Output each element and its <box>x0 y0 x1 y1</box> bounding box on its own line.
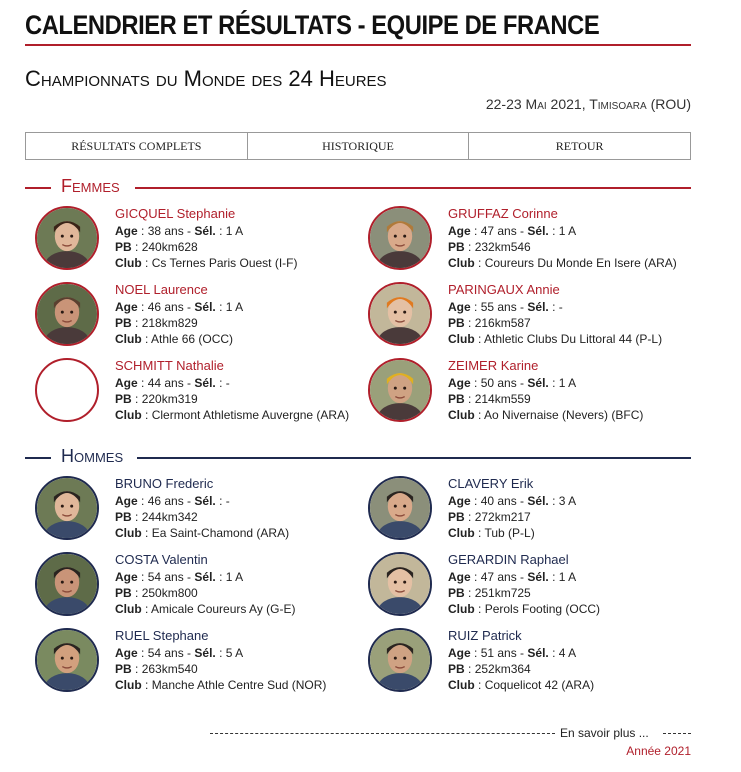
athlete-selections: 4 A <box>558 646 577 660</box>
athlete-pb: 214km559 <box>474 392 531 406</box>
athlete-club-line: Club : Ea Saint-Chamond (ARA) <box>115 526 290 540</box>
event-title: Championnats du Monde des 24 Heures <box>25 66 387 91</box>
athlete-photo[interactable] <box>35 476 99 540</box>
athlete-selections: 1 A <box>558 376 577 390</box>
athlete-age-line: Age : 50 ans - Sél. : 1 A <box>448 376 577 390</box>
athlete-name[interactable]: CLAVERY Erik <box>448 476 534 491</box>
athlete-club-line: Club : Ao Nivernaise (Nevers) (BFC) <box>448 408 644 422</box>
athlete-pb: 216km587 <box>474 316 531 330</box>
athlete-photo[interactable] <box>368 358 432 422</box>
athlete-club: Amicale Coureurs Ay (G-E) <box>151 602 296 616</box>
athlete-pb-line: PB : 250km800 <box>115 586 198 600</box>
athlete-age: 55 ans <box>480 300 517 314</box>
athlete-pb-line: PB : 218km829 <box>115 316 198 330</box>
athlete-name[interactable]: COSTA Valentin <box>115 552 208 567</box>
athlete-club-line: Club : Perols Footing (OCC) <box>448 602 601 616</box>
athlete-photo[interactable] <box>35 282 99 346</box>
athlete-pb: 220km319 <box>141 392 198 406</box>
athlete-club: Manche Athle Centre Sud (NOR) <box>151 678 327 692</box>
nav-bar <box>25 132 691 160</box>
athlete-card <box>358 206 688 274</box>
athlete-age-line: Age : 54 ans - Sél. : 5 A <box>115 646 244 660</box>
athlete-name[interactable]: SCHMITT Nathalie <box>115 358 224 373</box>
athlete-card <box>25 628 355 696</box>
athlete-pb: 218km829 <box>141 316 198 330</box>
athlete-club-line: Club : Clermont Athletisme Auvergne (ARA) <box>115 408 350 422</box>
athlete-age-line: Age : 46 ans - Sél. : - <box>115 494 230 508</box>
athlete-card <box>25 476 355 544</box>
athlete-pb: 272km217 <box>474 510 531 524</box>
athlete-name[interactable]: RUIZ Patrick <box>448 628 522 643</box>
athlete-age: 40 ans <box>480 494 517 508</box>
athlete-age: 38 ans <box>147 224 184 238</box>
athlete-card <box>25 206 355 274</box>
athlete-age: 51 ans <box>480 646 517 660</box>
section-men-label: Hommes <box>61 446 124 466</box>
athlete-selections: - <box>225 494 230 508</box>
athlete-selections: 5 A <box>225 646 244 660</box>
athlete-pb-line: PB : 244km342 <box>115 510 198 524</box>
athlete-club-line: Club : Manche Athle Centre Sud (NOR) <box>115 678 327 692</box>
athlete-club-line: Club : Amicale Coureurs Ay (G-E) <box>115 602 296 616</box>
athlete-club-line: Club : Cs Ternes Paris Ouest (I-F) <box>115 256 298 270</box>
athlete-age-line: Age : 46 ans - Sél. : 1 A <box>115 300 244 314</box>
athlete-age-line: Age : 47 ans - Sél. : 1 A <box>448 570 577 584</box>
athlete-club: Clermont Athletisme Auvergne (ARA) <box>151 408 350 422</box>
athlete-photo[interactable] <box>35 552 99 616</box>
athlete-name[interactable]: GICQUEL Stephanie <box>115 206 236 221</box>
athlete-club: Athle 66 (OCC) <box>151 332 234 346</box>
athlete-pb-line: PB : 214km559 <box>448 392 531 406</box>
athlete-photo[interactable] <box>368 628 432 692</box>
athlete-pb-line: PB : 263km540 <box>115 662 198 676</box>
athlete-photo[interactable] <box>368 552 432 616</box>
athlete-card <box>25 282 355 350</box>
athlete-name[interactable]: RUEL Stephane <box>115 628 209 643</box>
athlete-selections: - <box>225 376 230 390</box>
athlete-pb: 251km725 <box>474 586 531 600</box>
athlete-club: Athletic Clubs Du Littoral 44 (P-L) <box>484 332 663 346</box>
athlete-age-line: Age : 54 ans - Sél. : 1 A <box>115 570 244 584</box>
results-button[interactable]: RÉSULTATS COMPLETS <box>26 133 248 159</box>
athlete-pb: 250km800 <box>141 586 198 600</box>
athlete-name[interactable]: BRUNO Frederic <box>115 476 214 491</box>
athlete-pb-line: PB : 232km546 <box>448 240 531 254</box>
athlete-club: Cs Ternes Paris Ouest (I-F) <box>151 256 298 270</box>
athlete-card <box>358 552 688 620</box>
athlete-age: 46 ans <box>147 494 184 508</box>
section-women-header <box>25 176 691 198</box>
athlete-card <box>358 358 688 426</box>
athlete-selections: 1 A <box>558 570 577 584</box>
athlete-club: Tub (P-L) <box>484 526 535 540</box>
section-women-label: Femmes <box>61 176 120 196</box>
athlete-name[interactable]: NOEL Laurence <box>115 282 208 297</box>
athlete-pb-line: PB : 216km587 <box>448 316 531 330</box>
athlete-age-line: Age : 44 ans - Sél. : - <box>115 376 230 390</box>
athlete-age: 47 ans <box>480 570 517 584</box>
athlete-pb: 232km546 <box>474 240 531 254</box>
athlete-club-line: Club : Coquelicot 42 (ARA) <box>448 678 595 692</box>
athlete-club-line: Club : Athle 66 (OCC) <box>115 332 234 346</box>
athlete-card <box>25 552 355 620</box>
athlete-pb: 263km540 <box>141 662 198 676</box>
athlete-club: Ao Nivernaise (Nevers) (BFC) <box>484 408 644 422</box>
athlete-age: 44 ans <box>147 376 184 390</box>
page-title: CALENDRIER ET RÉSULTATS - EQUIPE DE FRANCE <box>25 10 600 40</box>
year-link[interactable]: Année 2021 <box>626 744 691 758</box>
athlete-age-line: Age : 51 ans - Sél. : 4 A <box>448 646 577 660</box>
athlete-age: 47 ans <box>480 224 517 238</box>
history-button[interactable]: HISTORIQUE <box>248 133 470 159</box>
athlete-pb-line: PB : 251km725 <box>448 586 531 600</box>
athlete-pb-line: PB : 220km319 <box>115 392 198 406</box>
title-divider <box>25 44 691 46</box>
athlete-card <box>358 628 688 696</box>
athlete-card <box>25 358 355 426</box>
athlete-club: Ea Saint-Chamond (ARA) <box>151 526 290 540</box>
athlete-age: 54 ans <box>147 570 184 584</box>
athlete-pb: 244km342 <box>141 510 198 524</box>
athlete-age: 54 ans <box>147 646 184 660</box>
athlete-age: 46 ans <box>147 300 184 314</box>
more-row <box>210 726 691 740</box>
athlete-photo[interactable] <box>368 476 432 540</box>
athlete-selections: - <box>558 300 563 314</box>
athlete-age-line: Age : 55 ans - Sél. : - <box>448 300 563 314</box>
athlete-selections: 3 A <box>558 494 577 508</box>
athlete-name[interactable]: GRUFFAZ Corinne <box>448 206 558 221</box>
athlete-selections: 1 A <box>225 224 244 238</box>
event-date: 22-23 Mai 2021, Timisoara (ROU) <box>485 96 691 112</box>
athlete-selections: 1 A <box>225 300 244 314</box>
athlete-pb-line: PB : 252km364 <box>448 662 531 676</box>
athlete-age-line: Age : 47 ans - Sél. : 1 A <box>448 224 577 238</box>
athlete-photo[interactable] <box>368 282 432 346</box>
athlete-club-line: Club : Athletic Clubs Du Littoral 44 (P-L) <box>448 332 663 346</box>
athlete-selections: 1 A <box>225 570 244 584</box>
athlete-photo[interactable] <box>368 206 432 270</box>
athlete-photo[interactable] <box>35 358 99 422</box>
more-link[interactable]: En savoir plus ... <box>560 726 649 740</box>
athlete-pb-line: PB : 240km628 <box>115 240 198 254</box>
athlete-age: 50 ans <box>480 376 517 390</box>
athlete-card <box>358 282 688 350</box>
athlete-name[interactable]: GERARDIN Raphael <box>448 552 569 567</box>
back-button[interactable]: RETOUR <box>469 133 690 159</box>
athlete-name[interactable]: ZEIMER Karine <box>448 358 539 373</box>
athlete-card <box>358 476 688 544</box>
athlete-selections: 1 A <box>558 224 577 238</box>
athlete-age-line: Age : 38 ans - Sél. : 1 A <box>115 224 244 238</box>
section-men-header <box>25 446 691 468</box>
athlete-club: Coquelicot 42 (ARA) <box>484 678 595 692</box>
athlete-club-line: Club : Tub (P-L) <box>448 526 535 540</box>
athlete-photo[interactable] <box>35 628 99 692</box>
athlete-photo[interactable] <box>35 206 99 270</box>
athlete-age-line: Age : 40 ans - Sél. : 3 A <box>448 494 577 508</box>
athlete-pb: 252km364 <box>474 662 531 676</box>
athlete-pb: 240km628 <box>141 240 198 254</box>
athlete-club-line: Club : Coureurs Du Monde En Isere (ARA) <box>448 256 677 270</box>
athlete-club: Coureurs Du Monde En Isere (ARA) <box>484 256 677 270</box>
athlete-pb-line: PB : 272km217 <box>448 510 531 524</box>
athlete-name[interactable]: PARINGAUX Annie <box>448 282 560 297</box>
athlete-club: Perols Footing (OCC) <box>484 602 601 616</box>
